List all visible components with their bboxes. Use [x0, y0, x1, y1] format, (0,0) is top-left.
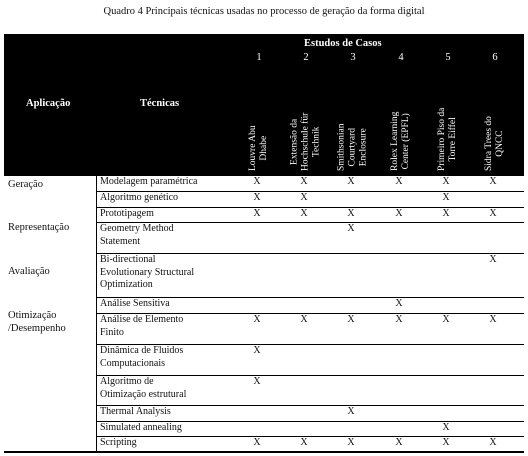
technique-label: Scripting — [100, 437, 137, 448]
case-number-1: 1 — [256, 52, 262, 63]
technique-label: Thermal Analysis — [100, 406, 171, 417]
case-6-mark: X — [489, 437, 497, 448]
estudos-de-casos-heading: Estudos de Casos — [304, 38, 382, 49]
application-avaliacao: Avaliação — [8, 266, 50, 277]
technique-label: Simulated annealing — [100, 422, 182, 433]
table-row — [96, 222, 524, 254]
tecnicas-heading: Técnicas — [140, 98, 180, 109]
case-3-mark: X — [347, 208, 355, 219]
case-4-mark: X — [395, 437, 403, 448]
case-5-mark: X — [442, 422, 450, 433]
case-4-mark: X — [395, 176, 403, 187]
case-2-mark: X — [300, 208, 308, 219]
case-3-mark: X — [347, 314, 355, 325]
application-representacao: Representação — [8, 222, 70, 233]
table-row — [96, 421, 524, 437]
technique-label: Análise de Elemento Finito — [100, 314, 184, 338]
case-5-mark: X — [442, 192, 450, 203]
case-1-mark: X — [253, 192, 261, 203]
case-3-mark: X — [347, 223, 355, 234]
case-number-6: 6 — [492, 52, 498, 63]
case-number-5: 5 — [445, 52, 451, 63]
technique-label: Dinâmica de Fluidos Computacionais — [100, 345, 184, 369]
technique-label: Geometry Method Statement — [100, 223, 174, 247]
case-name-1: Louvre Abu Dhabe — [248, 125, 269, 171]
table-row — [96, 436, 524, 452]
table-row — [96, 297, 524, 314]
technique-label: Algoritmo genético — [100, 192, 179, 203]
technique-label: Modelagem paramétrica — [100, 176, 198, 187]
table-row — [96, 191, 524, 208]
case-1-mark: X — [253, 314, 261, 325]
application-geracao: Geração — [8, 179, 43, 190]
case-3-mark: X — [347, 437, 355, 448]
case-2-mark: X — [300, 314, 308, 325]
technique-label: Prototipagem — [100, 208, 154, 219]
case-5-mark: X — [442, 176, 450, 187]
case-name-3: Smithsonian Courtyard Enclosure — [336, 123, 369, 171]
case-name-6: Sidra Trees do QNCC — [484, 116, 505, 171]
case-name-4: Rolex Learning Center (EPFL) — [390, 111, 411, 171]
table-row — [96, 207, 524, 223]
case-1-mark: X — [253, 208, 261, 219]
case-number-2: 2 — [303, 52, 309, 63]
case-1-mark: X — [253, 345, 261, 356]
case-name-2: Extensão da Hochschule für Technik — [289, 112, 322, 171]
case-6-mark: X — [489, 176, 497, 187]
case-2-mark: X — [300, 192, 308, 203]
application-otimizacao: Otimização /Desempenho — [8, 310, 66, 334]
case-3-mark: X — [347, 406, 355, 417]
table-row — [96, 313, 524, 345]
technique-label: Análise Sensitiva — [100, 298, 170, 309]
case-6-mark: X — [489, 254, 497, 265]
case-1-mark: X — [253, 176, 261, 187]
case-3-mark: X — [347, 176, 355, 187]
case-2-mark: X — [300, 437, 308, 448]
technique-label: Bi-directional Evolutionary Structural Optimization — [100, 254, 195, 290]
table-row — [96, 253, 524, 298]
technique-label: Algoritmo de Otimização estrutural — [100, 376, 187, 400]
case-4-mark: X — [395, 208, 403, 219]
table-row — [96, 175, 524, 192]
table-row — [96, 405, 524, 422]
case-2-mark: X — [300, 176, 308, 187]
case-4-mark: X — [395, 314, 403, 325]
table-header — [4, 34, 524, 174]
table-row — [96, 375, 524, 406]
case-number-3: 3 — [350, 52, 356, 63]
case-5-mark: X — [442, 208, 450, 219]
case-6-mark: X — [489, 208, 497, 219]
case-5-mark: X — [442, 437, 450, 448]
table-bottom-border — [4, 451, 524, 453]
case-1-mark: X — [253, 376, 261, 387]
case-6-mark: X — [489, 314, 497, 325]
case-name-5: Primeiro Piso da Torre Eiffel — [437, 107, 458, 171]
table-row — [96, 344, 524, 376]
case-4-mark: X — [395, 298, 403, 309]
case-5-mark: X — [442, 314, 450, 325]
case-1-mark: X — [253, 437, 261, 448]
case-number-4: 4 — [398, 52, 404, 63]
table-caption: Quadro 4 Principais técnicas usadas no processo de geração da forma digital — [103, 6, 425, 17]
aplicacao-heading: Aplicação — [26, 98, 71, 109]
